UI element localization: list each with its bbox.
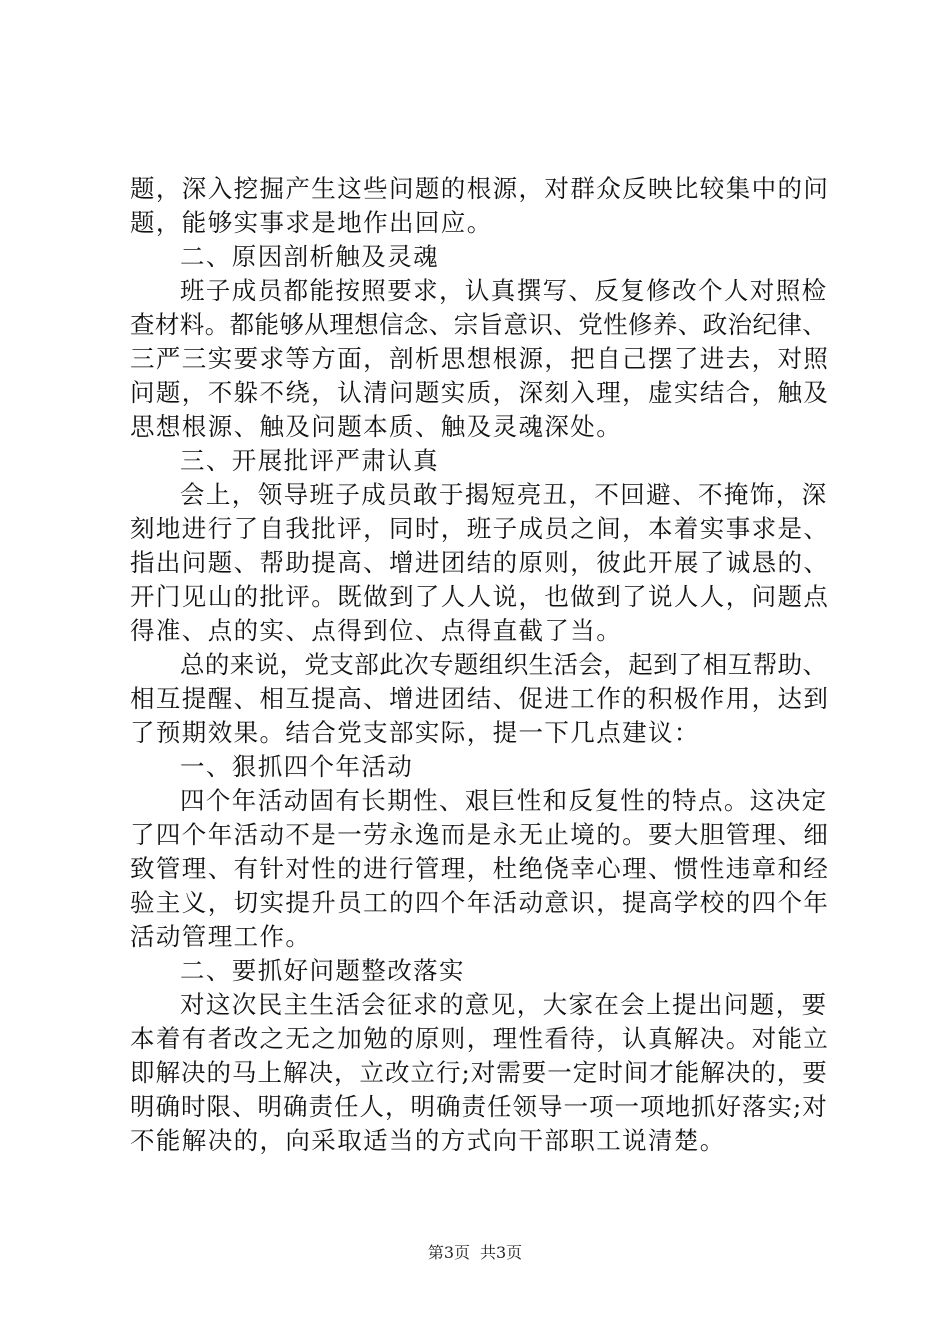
- section-heading: 一、狠抓四个年活动: [180, 752, 414, 781]
- text-line: 题，深入挖掘产生这些问题的根源，对群众反映比较集中的问: [130, 174, 830, 203]
- section-heading: 二、原因剖析触及灵魂: [180, 242, 439, 271]
- text-line: 活动管理工作。: [130, 922, 312, 951]
- text-line: 题，能够实事求是地作出回应。: [130, 208, 493, 237]
- page-footer: [0, 1243, 950, 1263]
- text-line: 致管理、有针对性的进行管理，杜绝侥幸心理、惯性违章和经: [130, 854, 830, 883]
- page-number: 第3页: [427, 1243, 470, 1262]
- text-line: 开门见山的批评。既做到了人人说，也做到了说人人，问题点: [130, 582, 830, 611]
- text-line: 查材料。都能够从理想信念、宗旨意识、党性修养、政治纪律、: [130, 310, 828, 339]
- text-line: 三严三实要求等方面，剖析思想根源，把自己摆了进去，对照: [130, 344, 830, 373]
- text-line: 会上，领导班子成员敢于揭短亮丑，不回避、不掩饰，深: [180, 480, 828, 509]
- page-total: 共3页: [480, 1243, 523, 1262]
- section-heading: 二、要抓好问题整改落实: [180, 956, 465, 985]
- text-line: 了四个年活动不是一劳永逸而是永无止境的。要大胆管理、细: [130, 820, 830, 849]
- text-line: 思想根源、触及问题本质、触及灵魂深处。: [130, 412, 623, 441]
- text-line: 四个年活动固有长期性、艰巨性和反复性的特点。这决定: [180, 786, 828, 815]
- text-line: 不能解决的，向采取适当的方式向干部职工说清楚。: [130, 1126, 726, 1155]
- text-line: 了预期效果。结合党支部实际，提一下几点建议：: [130, 718, 700, 747]
- text-line: 本着有者改之无之加勉的原则，理性看待，认真解决。对能立: [130, 1024, 830, 1053]
- text-line: 总的来说，党支部此次专题组织生活会，起到了相互帮助、: [180, 650, 828, 679]
- section-heading: 三、开展批评严肃认真: [180, 446, 439, 475]
- text-line: 即解决的马上解决，立改立行;对需要一定时间才能解决的，要: [130, 1058, 828, 1087]
- text-line: 明确时限、明确责任人，明确责任领导一项一项地抓好落实;对: [130, 1092, 828, 1121]
- text-line: 班子成员都能按照要求，认真撰写、反复修改个人对照检: [180, 276, 828, 305]
- text-line: 得准、点的实、点得到位、点得直截了当。: [130, 616, 623, 645]
- text-line: 问题，不躲不绕，认清问题实质，深刻入理，虚实结合，触及: [130, 378, 830, 407]
- document-body: [130, 172, 830, 1158]
- text-line: 指出问题、帮助提高、增进团结的原则，彼此开展了诚恳的、: [130, 548, 830, 577]
- text-line: 相互提醒、相互提高、增进团结、促进工作的积极作用，达到: [130, 684, 830, 713]
- text-line: 对这次民主生活会征求的意见，大家在会上提出问题，要: [180, 990, 828, 1019]
- text-line: 验主义，切实提升员工的四个年活动意识，提高学校的四个年: [130, 888, 830, 917]
- text-line: 刻地进行了自我批评，同时，班子成员之间，本着实事求是、: [130, 514, 830, 543]
